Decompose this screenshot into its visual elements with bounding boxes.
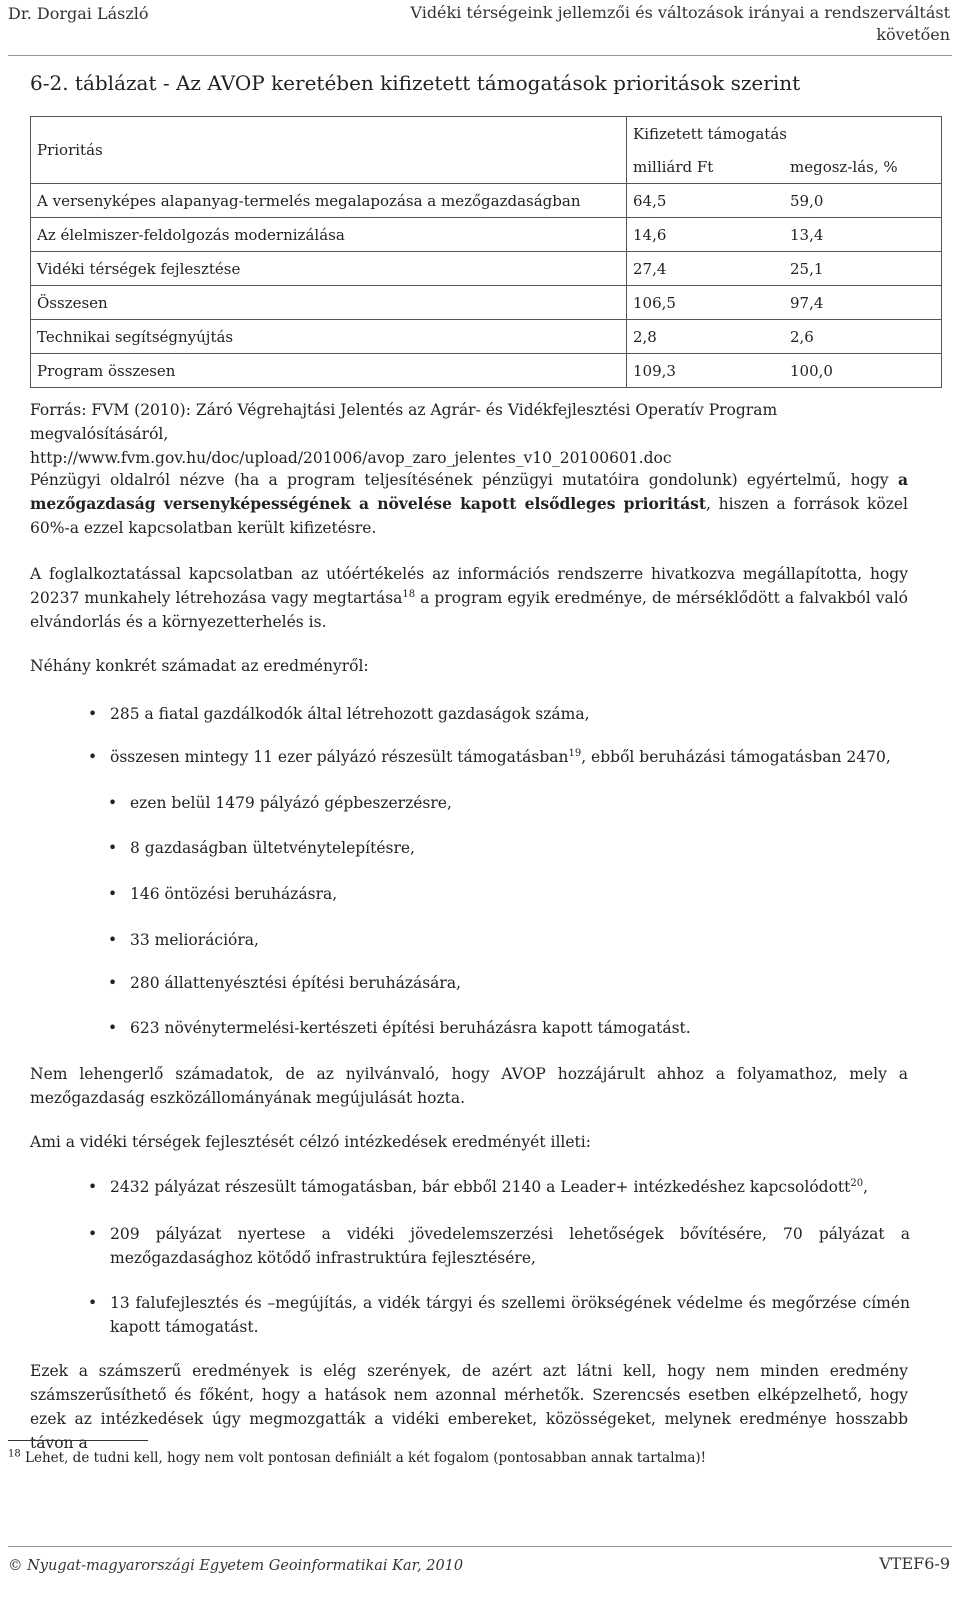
footer-copyright: © Nyugat-magyarországi Egyetem Geoinformatikai Kar, 2010 bbox=[8, 1558, 464, 1574]
row-share: 25,1 bbox=[784, 252, 942, 286]
table-row bbox=[31, 320, 942, 354]
table-caption: 6-2. táblázat - Az AVOP keretében kifizetett támogatások prioritások szerint bbox=[30, 71, 801, 95]
row-name: Program összesen bbox=[31, 354, 627, 388]
row-share: 59,0 bbox=[784, 184, 942, 218]
sublist-item: • 8 gazdaságban ültetvénytelepítésre, bbox=[130, 836, 930, 860]
row-huf: 109,3 bbox=[627, 354, 785, 388]
row-share: 13,4 bbox=[784, 218, 942, 252]
sublist-item: • ezen belül 1479 pályázó gépbeszerzésre, bbox=[130, 791, 930, 815]
footnote-ref[interactable]: 19 bbox=[568, 747, 582, 759]
header-author: Dr. Dorgai László bbox=[8, 4, 149, 23]
paragraph-avop: Nem lehengerlő számadatok, de az nyilvánvaló, hogy AVOP hozzájárult ahhoz a folyamathoz, mely a mezőgazdaság eszközállományának megújulását hozta. bbox=[30, 1065, 908, 1107]
list-item: • 285 a fiatal gazdálkodók által létrehozott gazdaságok száma, bbox=[110, 702, 910, 726]
source-link[interactable]: http://www.fvm.gov.hu/doc/upload/201006/avop_zaro_jelentes_v10_20100601.doc bbox=[30, 449, 672, 467]
row-huf: 64,5 bbox=[627, 184, 785, 218]
col-share-header: megosz-lás, % bbox=[784, 150, 942, 184]
header-title: Vidéki térségeink jellemzői és változások irányai a rendszerváltást követően bbox=[410, 3, 950, 44]
paragraph-finance bbox=[30, 468, 908, 540]
list-item bbox=[110, 1175, 910, 1199]
footnote bbox=[8, 1446, 706, 1470]
source-text: Forrás: FVM (2010): Záró Végrehajtási Jelentés az Agrár- és Vidékfejlesztési Operatív Program megvalósításáról, bbox=[30, 401, 778, 443]
paragraph-results: Ezek a számszerű eredmények is elég szerények, de azért azt látni kell, hogy nem minden eredmény számszerűsíthető és főként, hogy a hatások nem azonnal mérhetők. Szerencsés esetben elképzelhető, hogy ezek az intézkedések úgy megmozgatták a vidéki embereket, közösségeket, melynek eredménye hosszabb távon a bbox=[30, 1362, 908, 1452]
table-row bbox=[31, 286, 942, 320]
table-row bbox=[31, 354, 942, 388]
paragraph-rural: Ami a vidéki térségek fejlesztését célzó intézkedések eredményét illeti: bbox=[30, 1133, 591, 1151]
col-group-header: Kifizetett támogatás bbox=[627, 117, 942, 151]
footnote-divider bbox=[8, 1440, 148, 1441]
row-name: Az élelmiszer-feldolgozás modernizálása bbox=[31, 218, 627, 252]
p1-bold: a mezőgazdaság versenyképességének a növelése kapott elsődleges prioritást bbox=[30, 470, 908, 513]
row-name: Technikai segítségnyújtás bbox=[31, 320, 627, 354]
row-share: 97,4 bbox=[784, 286, 942, 320]
list-item-text: összesen mintegy 11 ezer pályázó részesült támogatásban bbox=[110, 748, 569, 766]
p2-text: A foglalkoztatással kapcsolatban az utóértékelés az információs rendszerre hivatkozva megállapította, hogy 20237 munkahely létrehozása vagy megtartása bbox=[30, 565, 908, 607]
row-huf: 106,5 bbox=[627, 286, 785, 320]
sublist-item: • 33 meliorációra, bbox=[130, 928, 930, 952]
footnote-number: 18 bbox=[8, 1448, 21, 1460]
list-item: • 209 pályázat nyertese a vidéki jövedelemszerzési lehetőségek bővítésére, 70 pályázat a mezőgazdasághoz kötődő infrastruktúra fejlesztésére, bbox=[110, 1222, 910, 1270]
p2-text-end: a program egyik eredménye, de mérséklődött a falvakból való elvándorlás és a környezetterhelés is. bbox=[30, 589, 908, 631]
col-huf-header: milliárd Ft bbox=[627, 150, 785, 184]
list-item-text: 2432 pályázat részesült támogatásban, bár ebből 2140 a Leader+ intézkedéshez kapcsolódott bbox=[110, 1178, 851, 1196]
list-item-text-end: , ebből beruházási támogatásban 2470, bbox=[581, 748, 891, 766]
paragraph-employment bbox=[30, 562, 908, 634]
row-huf: 2,8 bbox=[627, 320, 785, 354]
header-divider bbox=[8, 55, 952, 56]
list-item: • 13 falufejlesztés és –megújítás, a vidék tárgyi és szellemi örökségének védelme és megőrzése címén kapott támogatást. bbox=[110, 1291, 910, 1339]
table-source bbox=[30, 398, 910, 470]
footnote-text: Lehet, de tudni kell, hogy nem volt pontosan definiált a két fogalom (pontosabban annak tartalma)! bbox=[20, 1450, 707, 1466]
footnote-ref[interactable]: 20 bbox=[850, 1177, 864, 1189]
table-row bbox=[31, 252, 942, 286]
table-row bbox=[31, 218, 942, 252]
row-share: 100,0 bbox=[784, 354, 942, 388]
sublist-item: • 280 állattenyésztési építési beruházására, bbox=[130, 971, 930, 995]
row-huf: 27,4 bbox=[627, 252, 785, 286]
list-item-text-end: , bbox=[863, 1178, 869, 1196]
table-header-row bbox=[31, 117, 942, 151]
table-row bbox=[31, 184, 942, 218]
col-priority-header: Prioritás bbox=[31, 117, 627, 184]
row-name: Összesen bbox=[31, 286, 627, 320]
row-name: A versenyképes alapanyag-termelés megalapozása a mezőgazdaságban bbox=[31, 184, 627, 218]
p1-text: Pénzügyi oldalról nézve (ha a program teljesítésének pénzügyi mutatóira gondolunk) egyértelmű, hogy bbox=[30, 471, 898, 489]
support-table bbox=[30, 116, 942, 388]
row-name: Vidéki térségek fejlesztése bbox=[31, 252, 627, 286]
row-share: 2,6 bbox=[784, 320, 942, 354]
sublist-item: • 623 növénytermelési-kertészeti építési beruházásra kapott támogatást. bbox=[130, 1016, 930, 1040]
sublist-item: • 146 öntözési beruházásra, bbox=[130, 882, 930, 906]
paragraph-intro-list: Néhány konkrét számadat az eredményről: bbox=[30, 657, 369, 675]
p1-text-end: , hiszen a források közel 60%-a ezzel kapcsolatban került kifizetésre. bbox=[30, 495, 909, 537]
page-number: VTEF6-9 bbox=[879, 1554, 950, 1573]
row-huf: 14,6 bbox=[627, 218, 785, 252]
footer-divider bbox=[8, 1546, 952, 1547]
list-item bbox=[110, 745, 910, 769]
footnote-ref[interactable]: 18 bbox=[402, 588, 416, 600]
